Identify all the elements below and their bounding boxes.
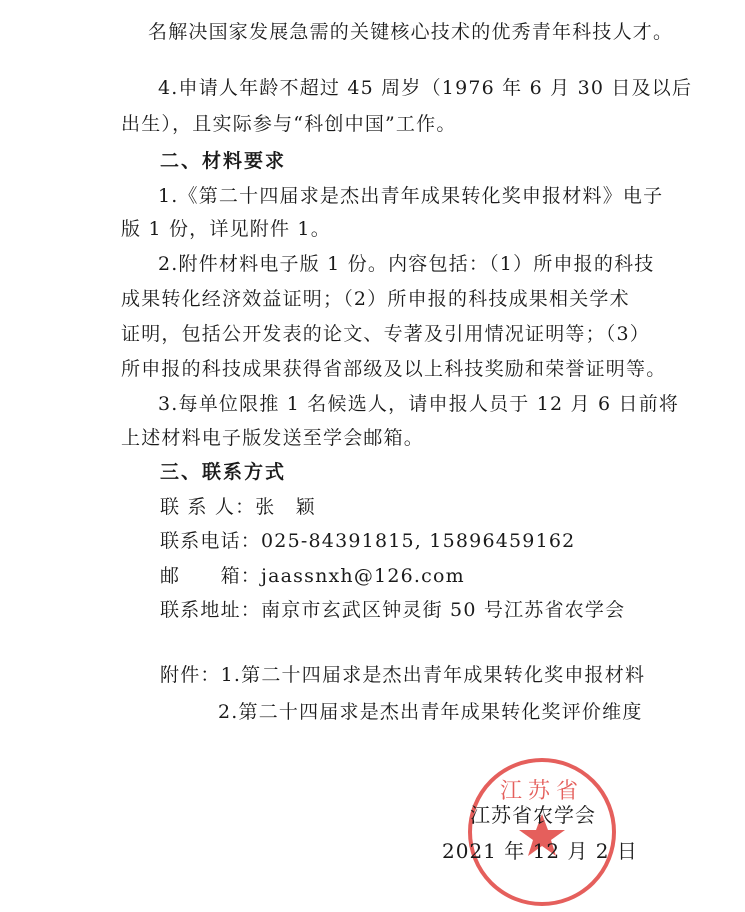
contact-label: 联系电话： [160, 530, 262, 552]
contact-email: jaassnxh@126.com [261, 565, 465, 587]
section-heading: 二、材料要求 [160, 150, 287, 172]
section-heading: 三、联系方式 [160, 461, 287, 483]
contact-phone: 025-84391815, 15896459162 [261, 530, 576, 552]
paragraph-line: 所申报的科技成果获得省部级及以上科技奖励和荣誉证明等。 [121, 358, 667, 380]
attachment-item: 1.第二十四届求是杰出青年成果转化奖申报材料 [220, 664, 646, 686]
attachment-label: 附件： [160, 664, 221, 686]
official-seal [462, 752, 622, 912]
paragraph-line: 名解决国家发展急需的关键核心技术的优秀青年科技人才。 [148, 21, 674, 43]
paragraph-line: 2.附件材料电子版 1 份。内容包括：（1）所申报的科技 [158, 253, 655, 275]
seal-lettering: 江苏省 [499, 779, 585, 804]
contact-row-address [160, 596, 720, 624]
paragraph-line: 成果转化经济效益证明；（2）所申报的科技成果相关学术 [121, 288, 630, 310]
paragraph-line: 出生），且实际参与“科创中国”工作。 [121, 113, 457, 135]
contact-row-phone [160, 527, 720, 555]
contact-label: 联系地址： [160, 599, 262, 621]
paragraph-line: 1.《第二十四届求是杰出青年成果转化奖申报材料》电子 [158, 185, 664, 207]
paragraph-line: 证明，包括公开发表的论文、专著及引用情况证明等；（3） [121, 323, 650, 345]
attachment-row-1 [160, 661, 720, 689]
paragraph-line: 版 1 份，详见附件 1。 [121, 218, 331, 240]
signature-org: 江苏省农学会 [470, 803, 596, 827]
paragraph-line: 3.每单位限推 1 名候选人，请申报人员于 12 月 6 日前将 [158, 393, 680, 415]
attachment-item: 2.第二十四届求是杰出青年成果转化奖评价维度 [218, 701, 643, 723]
contact-row-email [160, 562, 720, 590]
contact-row-person [160, 493, 720, 521]
contact-label: 邮 箱： [160, 565, 262, 587]
attachment-row-2 [218, 698, 718, 726]
signature-date: 2021 年 12 月 2 日 [442, 839, 638, 863]
contact-address: 南京市玄武区钟灵街 50 号江苏省农学会 [261, 599, 626, 621]
paragraph-line: 4.申请人年龄不超过 45 周岁（1976 年 6 月 30 日及以后 [158, 77, 693, 99]
contact-label: 联 系 人： [160, 496, 256, 518]
contact-person: 张 颖 [255, 496, 316, 518]
paragraph-line: 上述材料电子版发送至学会邮箱。 [121, 427, 425, 449]
